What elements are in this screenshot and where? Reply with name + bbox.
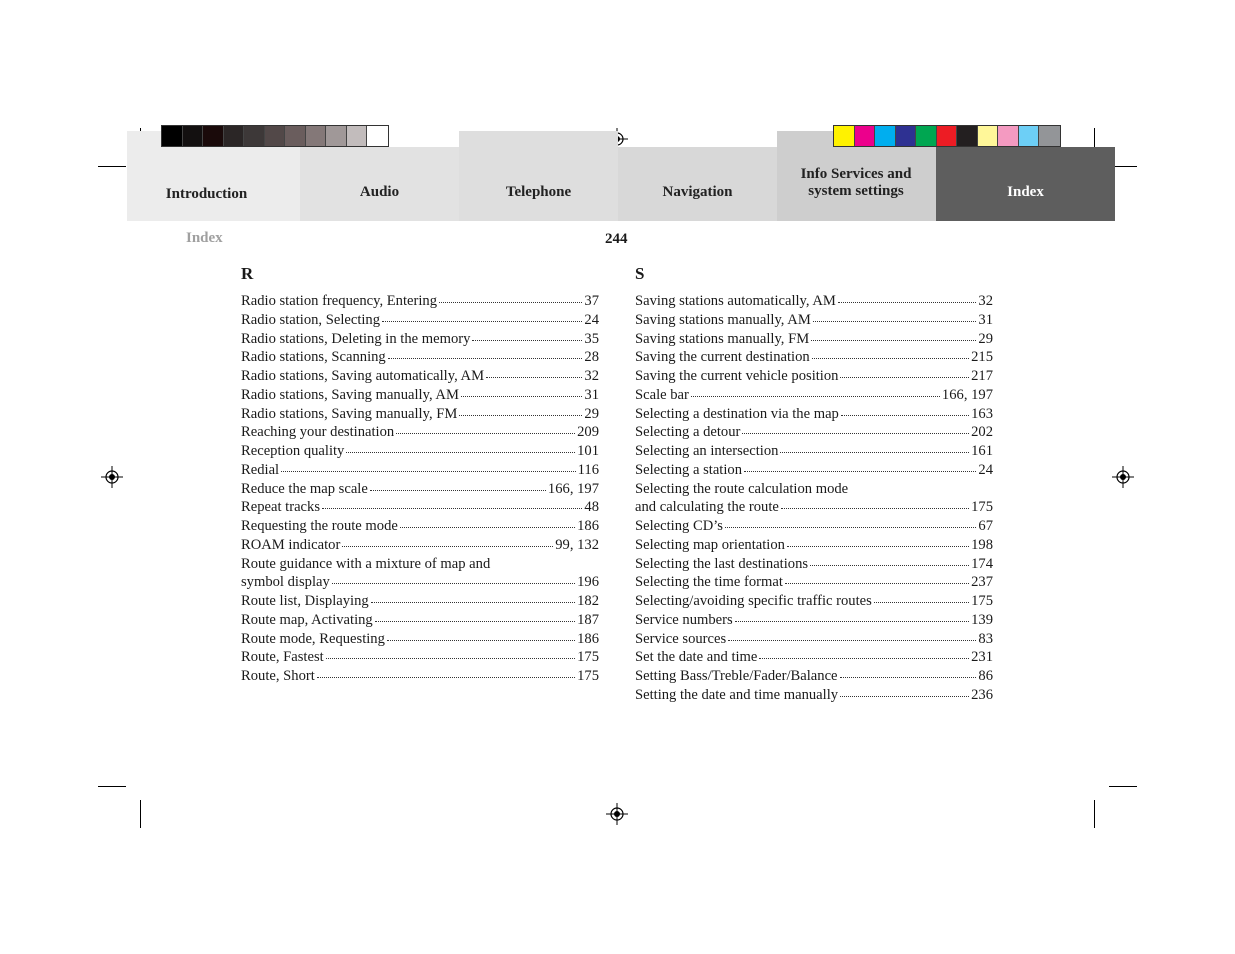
crop-mark bbox=[1094, 800, 1095, 828]
dot-leader bbox=[813, 309, 977, 322]
index-entry-text: Selecting a detour bbox=[635, 424, 741, 441]
dot-leader bbox=[840, 665, 977, 678]
index-entry-page: 31 bbox=[584, 386, 599, 403]
grayscale-swatch bbox=[285, 126, 306, 146]
dot-leader bbox=[281, 459, 576, 472]
dot-leader bbox=[840, 684, 969, 697]
index-entry-text: Selecting a station bbox=[635, 461, 742, 478]
index-entry-page: 198 bbox=[971, 536, 993, 553]
index-entry-text: Radio stations, Saving manually, FM bbox=[241, 405, 458, 422]
dot-leader bbox=[322, 496, 582, 509]
dot-leader bbox=[810, 553, 969, 566]
index-entry-text: Radio stations, Saving manually, AM bbox=[241, 386, 459, 403]
dot-leader bbox=[787, 534, 969, 547]
index-entry-page: 86 bbox=[978, 668, 993, 684]
dot-leader bbox=[841, 403, 969, 416]
dot-leader bbox=[742, 421, 969, 434]
index-column-r bbox=[241, 292, 599, 686]
dot-leader bbox=[781, 496, 969, 509]
index-entry-page: 24 bbox=[978, 461, 993, 478]
index-entry-page: 163 bbox=[971, 405, 993, 422]
index-entry-page: 32 bbox=[978, 293, 993, 309]
grayscale-swatch bbox=[244, 126, 265, 146]
index-entry-text: Radio station frequency, Entering bbox=[241, 293, 438, 309]
index-entry-page: 175 bbox=[971, 499, 993, 516]
index-entry-text: Radio stations, Scanning bbox=[241, 349, 386, 366]
dot-leader bbox=[472, 328, 582, 341]
index-entry-page: 202 bbox=[971, 424, 993, 441]
dot-leader bbox=[396, 421, 575, 434]
crop-mark bbox=[98, 166, 126, 167]
index-entry-page: 29 bbox=[584, 405, 599, 422]
running-head: Index bbox=[186, 230, 223, 246]
grayscale-swatch bbox=[162, 126, 183, 146]
index-entry-page: 209 bbox=[577, 424, 599, 441]
index-entry-page: 186 bbox=[577, 518, 599, 534]
index-entry-text: Selecting/avoiding specific traffic routes bbox=[635, 593, 872, 609]
tab-introduction[interactable]: Introduction bbox=[165, 185, 248, 202]
crop-mark bbox=[98, 786, 126, 787]
grayscale-swatch bbox=[347, 126, 368, 146]
dot-leader bbox=[811, 328, 976, 341]
section-letter-s: S bbox=[635, 264, 645, 283]
crop-mark bbox=[140, 800, 141, 828]
grayscale-swatch bbox=[183, 126, 204, 146]
index-entry-text: ROAM indicator bbox=[241, 536, 341, 553]
index-entry-page: 175 bbox=[577, 649, 599, 666]
dot-leader bbox=[382, 309, 582, 322]
index-entry-page: 37 bbox=[584, 293, 599, 309]
index-entry-text: symbol display bbox=[241, 574, 330, 591]
index-entry-page: 175 bbox=[971, 593, 993, 609]
dot-leader bbox=[840, 365, 969, 378]
index-entry-page: 174 bbox=[971, 555, 993, 572]
index-entry-text: Service sources bbox=[635, 630, 727, 647]
process-color-swatch bbox=[1019, 126, 1040, 146]
tab-info-services-and-system-settings[interactable]: Info Services and system settings bbox=[800, 166, 912, 199]
index-entry-text: Selecting an intersection bbox=[635, 443, 779, 459]
dot-leader bbox=[326, 646, 575, 659]
process-color-swatch bbox=[1039, 126, 1060, 146]
index-entry-page: 215 bbox=[971, 349, 993, 366]
index-entry-text: Reduce the map scale bbox=[241, 480, 368, 497]
index-entry[interactable] bbox=[241, 667, 599, 686]
index-entry-text: Service numbers bbox=[635, 611, 733, 628]
index-entry-page: 217 bbox=[971, 368, 993, 384]
index-entry-text: Selecting the route calculation mode bbox=[635, 480, 849, 497]
index-entry[interactable] bbox=[241, 536, 599, 555]
process-color-swatch bbox=[916, 126, 937, 146]
dot-leader bbox=[838, 290, 976, 303]
index-entry-text: Radio station, Selecting bbox=[241, 311, 381, 328]
dot-leader bbox=[346, 440, 575, 453]
index-entry[interactable] bbox=[635, 686, 993, 705]
dot-leader bbox=[725, 515, 976, 528]
dot-leader bbox=[387, 628, 575, 641]
index-entry-page: 166, 197 bbox=[547, 480, 599, 497]
index-entry-text: Selecting map orientation bbox=[635, 536, 785, 553]
index-entry-page: 48 bbox=[584, 499, 599, 516]
index-entry-text: Selecting the last destinations bbox=[635, 555, 809, 572]
index-entry-text: Repeat tracks bbox=[241, 499, 321, 516]
dot-leader bbox=[874, 590, 969, 603]
index-entry[interactable] bbox=[635, 461, 993, 480]
dot-leader bbox=[459, 403, 582, 416]
grayscale-swatch bbox=[203, 126, 224, 146]
registration-mark-icon bbox=[1112, 466, 1134, 488]
index-entry-text: Radio stations, Deleting in the memory bbox=[241, 330, 471, 347]
index-entry-page: 31 bbox=[978, 311, 993, 328]
index-entry-page: 166, 197 bbox=[941, 386, 993, 403]
dot-leader bbox=[371, 590, 575, 603]
index-entry-text: Setting Bass/Treble/Fader/Balance bbox=[635, 668, 838, 684]
index-entry-text: Route mode, Requesting bbox=[241, 630, 385, 647]
tab-navigation[interactable]: Navigation bbox=[662, 183, 733, 200]
index-entry-page: 29 bbox=[978, 330, 993, 347]
dot-leader bbox=[439, 290, 582, 303]
index-entry-page: 32 bbox=[584, 368, 599, 384]
grayscale-color-bar bbox=[161, 125, 389, 147]
index-entry-text: and calculating the route bbox=[635, 499, 779, 516]
index-entry-text: Saving the current vehicle position bbox=[635, 368, 839, 384]
dot-leader bbox=[744, 459, 976, 472]
index-entry-text: Selecting a destination via the map bbox=[635, 405, 839, 422]
dot-leader bbox=[759, 646, 969, 659]
index-entry-text: Selecting CD’s bbox=[635, 518, 723, 534]
dot-leader bbox=[780, 440, 969, 453]
index-entry-text: Saving stations manually, FM bbox=[635, 330, 810, 347]
dot-leader bbox=[691, 384, 940, 397]
dot-leader bbox=[812, 346, 969, 359]
process-color-swatch bbox=[978, 126, 999, 146]
index-entry-page: 186 bbox=[577, 630, 599, 647]
index-entry-page: 161 bbox=[971, 443, 993, 459]
index-entry-text: Route, Short bbox=[241, 668, 315, 684]
grayscale-swatch bbox=[224, 126, 245, 146]
process-color-swatch bbox=[998, 126, 1019, 146]
dot-leader bbox=[375, 609, 575, 622]
process-color-swatch bbox=[875, 126, 896, 146]
index-entry-text: Route guidance with a mixture of map and bbox=[241, 555, 491, 572]
tab-telephone[interactable]: Telephone bbox=[505, 183, 572, 200]
index-entry-text: Requesting the route mode bbox=[241, 518, 398, 534]
index-entry-page: 196 bbox=[577, 574, 599, 591]
process-color-swatch bbox=[896, 126, 917, 146]
index-entry-text: Route list, Displaying bbox=[241, 593, 369, 609]
index-entry-page: 182 bbox=[577, 593, 599, 609]
crop-mark bbox=[1109, 786, 1137, 787]
index-entry-page: 67 bbox=[978, 518, 993, 534]
index-entry-text: Saving the current destination bbox=[635, 349, 810, 366]
index-entry-page: 139 bbox=[971, 611, 993, 628]
index-column-s bbox=[635, 292, 993, 705]
index-entry-text: Radio stations, Saving automatically, AM bbox=[241, 368, 485, 384]
dot-leader bbox=[785, 571, 969, 584]
index-entry-page: 99, 132 bbox=[555, 536, 599, 553]
index-entry-text: Route, Fastest bbox=[241, 649, 324, 666]
registration-mark-icon bbox=[606, 803, 628, 825]
dot-leader bbox=[400, 515, 575, 528]
index-entry-page: 101 bbox=[577, 443, 599, 459]
index-entry-text: Scale bar bbox=[635, 386, 689, 403]
index-entry-text: Redial bbox=[241, 461, 280, 478]
dot-leader bbox=[370, 478, 546, 491]
dot-leader bbox=[317, 665, 575, 678]
process-color-swatch bbox=[855, 126, 876, 146]
index-entry-text: Setting the date and time manually bbox=[635, 686, 839, 703]
process-color-bar bbox=[833, 125, 1061, 147]
index-entry-text: Reception quality bbox=[241, 443, 345, 459]
index-entry-page: 237 bbox=[971, 574, 993, 591]
grayscale-swatch bbox=[306, 126, 327, 146]
index-entry-page: 116 bbox=[577, 461, 599, 478]
index-entry-text: Route map, Activating bbox=[241, 611, 373, 628]
index-entry-page: 231 bbox=[971, 649, 993, 666]
index-entry-page: 236 bbox=[971, 686, 993, 703]
index-entry-page: 28 bbox=[584, 349, 599, 366]
index-entry-text: Saving stations automatically, AM bbox=[635, 293, 836, 309]
process-color-swatch bbox=[957, 126, 978, 146]
dot-leader bbox=[388, 346, 583, 359]
index-entry-text: Selecting the time format bbox=[635, 574, 783, 591]
dot-leader bbox=[486, 365, 582, 378]
process-color-swatch bbox=[834, 126, 855, 146]
index-entry-text: Saving stations manually, AM bbox=[635, 311, 811, 328]
dot-leader bbox=[461, 384, 582, 397]
index-entry-page: 175 bbox=[577, 668, 599, 684]
index-entry-text: Reaching your destination bbox=[241, 424, 395, 441]
process-color-swatch bbox=[937, 126, 958, 146]
index-entry-page: 187 bbox=[577, 611, 599, 628]
dot-leader bbox=[728, 628, 976, 641]
index-entry-page: 24 bbox=[584, 311, 599, 328]
dot-leader bbox=[342, 534, 553, 547]
grayscale-swatch bbox=[265, 126, 286, 146]
index-entry-page: 83 bbox=[978, 630, 993, 647]
index-entry-page: 35 bbox=[584, 330, 599, 347]
dot-leader bbox=[735, 609, 969, 622]
grayscale-swatch bbox=[326, 126, 347, 146]
page-number: 244 bbox=[605, 231, 628, 247]
tab-audio[interactable]: Audio bbox=[359, 183, 400, 200]
tab-index[interactable]: Index bbox=[1007, 183, 1044, 200]
dot-leader bbox=[332, 571, 575, 584]
index-entry-text: Set the date and time bbox=[635, 649, 758, 666]
section-letter-r: R bbox=[241, 264, 254, 283]
registration-mark-icon bbox=[101, 466, 123, 488]
grayscale-swatch bbox=[367, 126, 388, 146]
